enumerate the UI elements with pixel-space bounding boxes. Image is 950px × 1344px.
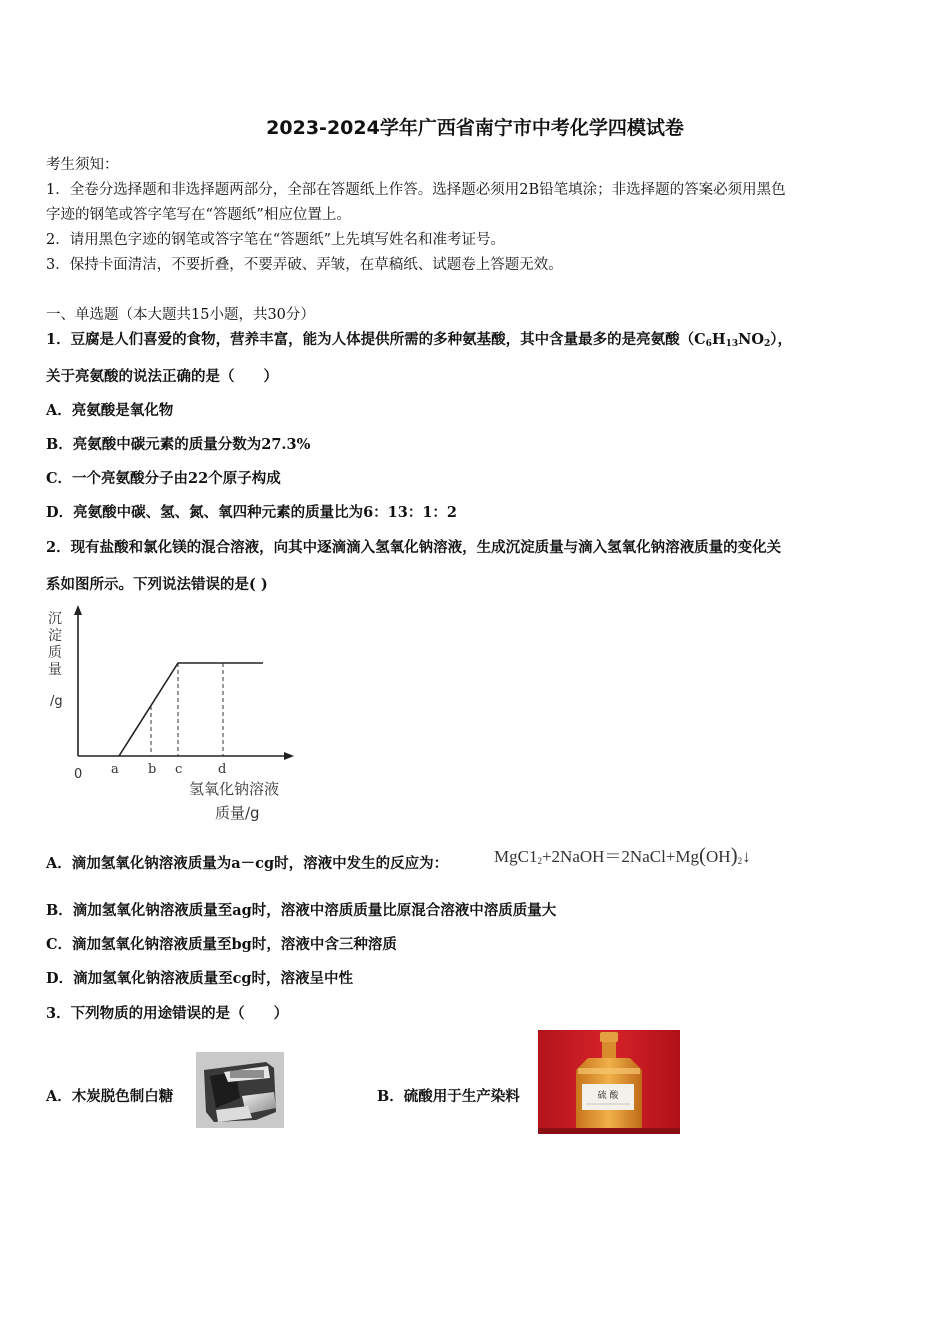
q3-option-b: B．硫酸用于生产染料 [377, 1088, 520, 1105]
q2-option-b: B．滴加氢氧化钠溶液质量至ag时，溶液中溶质质量比原混合溶液中溶质质量大 [46, 902, 557, 919]
q1-option-c: C．一个亮氨酸分子由22个原子构成 [46, 470, 281, 487]
formula-sub: 2 [764, 339, 771, 349]
x-tick-a: a [111, 762, 119, 777]
question-2-stem: 2．现有盐酸和氯化镁的混合溶液，向其中逐滴滴入氢氧化钠溶液，生成沉淀质量与滴入氢氧化钠溶液质量的变化关 [46, 539, 782, 556]
x-tick-c: c [175, 762, 183, 777]
q3-option-a: A．木炭脱色制白糖 [46, 1088, 174, 1105]
notice-item: 3．保持卡面清洁，不要折叠，不要弄破、弄皱，在草稿纸、试题卷上答题无效。 [46, 257, 563, 273]
eq-sub: 2 [537, 856, 542, 866]
section-heading: 一、单选题（本大题共15小题，共30分） [46, 307, 315, 323]
eq-paren: ) [730, 843, 738, 867]
precipitate-arrow: ↓ [742, 847, 751, 866]
origin-label: 0 [74, 767, 83, 782]
x-tick-d: d [218, 762, 227, 777]
question-1-stem [46, 328, 792, 349]
formula-h: H [711, 331, 726, 348]
precipitate-chart [44, 603, 304, 828]
formula-sub: 13 [725, 339, 739, 349]
bottle-label: 硫 酸 [597, 1091, 619, 1101]
formula-no: NO [738, 331, 765, 348]
formula-c: C [694, 331, 706, 348]
q1-stem-text: 1．豆腐是人们喜爱的食物，营养丰富，能为人体提供所需的多种氨基酸，其中含量最多的是亮氨酸（ [46, 331, 695, 348]
q1-option-d: D．亮氨酸中碳、氢、氮、氧四种元素的质量比为6：13：1：2 [46, 504, 458, 521]
y-label-char: 质 [48, 645, 62, 661]
q2-option-c: C．滴加氢氧化钠溶液质量至bg时，溶液中含三种溶质 [46, 936, 397, 953]
notice-item: 2．请用黑色字迹的钢笔或答字笔在“答题纸”上先填写姓名和准考证号。 [46, 232, 506, 248]
q1-option-b: B．亮氨酸中碳元素的质量分数为27.3% [46, 436, 311, 453]
charcoal-bag-image [196, 1052, 284, 1128]
q2-option-a: A．滴加氢氧化钠溶液质量为a－cg时，溶液中发生的反应为： [46, 855, 449, 872]
eq-part: OH [706, 847, 731, 866]
sulfuric-acid-bottle-image [538, 1030, 680, 1134]
y-axis-arrow [74, 605, 82, 615]
question-3-stem: 3．下列物质的用途错误的是（ ） [46, 1005, 289, 1022]
y-label-char: 沉 [48, 611, 62, 627]
q2-option-d: D．滴加氢氧化钠溶液质量至cg时，溶液呈中性 [46, 970, 354, 987]
page-title: 2023-2024学年广西省南宁市中考化学四模试卷 [266, 117, 684, 139]
x-label-unit: 质量/g [215, 804, 260, 822]
q1-stem-end: ）， [770, 331, 793, 348]
y-label-char: 淀 [48, 628, 62, 644]
y-unit: /g [50, 694, 63, 709]
eq-paren: ( [699, 843, 707, 867]
question-1-stem-line2: 关于亮氨酸的说法正确的是（ ） [46, 368, 278, 385]
notice-item: 1．全卷分选择题和非选择题两部分，全部在答题纸上作答。选择题必须用2B铅笔填涂；非选择题的答案必须用黑色 [46, 182, 786, 198]
formula-sub: 6 [705, 339, 712, 349]
x-label: 氢氧化钠溶液 [189, 780, 280, 798]
eq-part: MgC1 [494, 847, 538, 866]
q1-option-a: A．亮氨酸是氧化物 [46, 402, 174, 419]
eq-sub: 2 [737, 856, 743, 866]
x-axis-arrow [284, 752, 294, 760]
x-tick-b: b [148, 762, 157, 777]
y-label-char: 量 [48, 662, 62, 678]
notice-heading: 考生须知： [46, 157, 119, 173]
eq-part: +2NaOH＝2NaCl+Mg [541, 847, 700, 866]
notice-item: 字迹的钢笔或答字笔写在“答题纸”相应位置上。 [46, 207, 351, 223]
q1-formula [694, 331, 770, 348]
precipitate-curve [119, 663, 263, 756]
question-2-stem-line2: 系如图所示。下列说法错误的是( ) [46, 576, 268, 593]
reaction-equation [494, 842, 751, 868]
